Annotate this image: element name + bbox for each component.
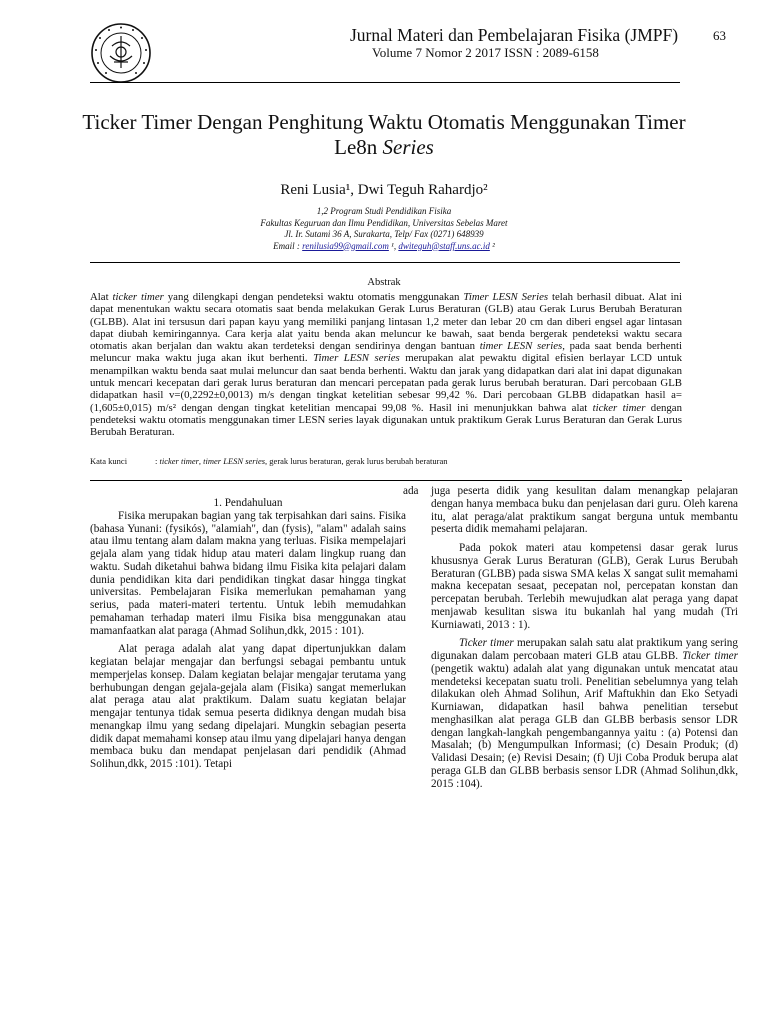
abstract-segment: dengan pendeteksi waktu otomatis menggunakan timer LESN series layak digunakan untuk praktikum Gerak Lurus Beraturan dan Gerak Lurus Berubah Beraturan.	[90, 401, 682, 439]
volume-issn-line: Volume 7 Nomor 2 2017 ISSN : 2089-6158	[372, 45, 599, 60]
paper-title-italic: Series	[382, 135, 434, 159]
affiliation-divider	[90, 262, 680, 263]
keywords-label: Kata kunci	[90, 456, 128, 466]
keywords-divider	[90, 480, 682, 481]
email-marker-2: ²	[489, 240, 495, 251]
keywords-separator: :	[155, 456, 160, 466]
section-heading: 1. Pendahuluan	[213, 497, 283, 509]
abstract-term: ticker timer	[112, 291, 164, 303]
paragraph-segment: merupakan salah satu alat praktikum yang sering digunakan dalam percobaan materi GLB atau GLBB.	[431, 637, 738, 662]
paper-title	[80, 110, 688, 160]
paragraph-term: Ticker timer	[682, 650, 739, 662]
abstract-term: ticker timer	[592, 401, 646, 414]
abstract-term: Timer LESN Series	[463, 291, 549, 303]
paragraph: Alat peraga adalah alat yang dapat dipertunjukkan dalam kegiatan belajar mengajar dan berfungsi sebagai pembantu untuk memperjelas konsep. Dalam kegiatan belajar mengajar terutama yang berhubungan dengan gejala-gejala alam (Fisika) sangat memerlukan alat peraga atau alat praktikum. Dalam suatu kegiatan belajar mengajar tentunya tidak semua peserta didiknya dengan mudah bisa menangkap ilmu yang sedang dipelajari. Mungkin sebagian peserta didik dapat memahami konsep atau ilmu yang dipelajari hanya dengan membaca buku dan mendapat penjelasan dari pendidik (Ahmad Solihun,dkk, 2015 :101). Tetapi	[90, 643, 406, 770]
abstract-segment: Alat	[90, 291, 113, 303]
paragraph-segment: (pengetik waktu) adalah alat yang digunakan untuk mencatat atau mendeteksi kecepatan suatu troli. Penelitian sebelumnya yang telah dilakukan oleh Ahmad Solihun, Arif Maftukhin dan Eko Setyadi Kurniawan, didapatkan hasil bahwa penelitian tersebut menghasilkan alat peraga GLB dan GLBB berbasis sensor LDR dengan langkah-langkah pengembangannya yaitu : (a) Potensi dan Masalah; (b) Mengumpulkan Informasi; (c) Desain Produk; (d) Validasi Desain; (e) Revisi Desain; (f) Uji Coba Produk berupa alat peraga GLB dan GLBB berbasis sensor LDR (Ahmad Solihun,dkk, 2015 :104).	[431, 662, 738, 790]
page-number: 63	[713, 28, 726, 43]
email-link-1[interactable]: renilusia99@gmail.com	[302, 240, 389, 251]
paragraph: juga peserta didik yang kesulitan dalam menangkap pelajaran dengan hanya membaca buku dan penjelasan dari guru. Oleh karena itu, alat peraga/alat praktikum sangat berguna untuk membantu peserta didik memahami pelajaran.	[431, 485, 738, 536]
affiliation-block	[0, 206, 768, 252]
right-column	[431, 485, 738, 790]
author-names: Reni Lusia¹, Dwi Teguh Rahardjo²	[280, 182, 488, 198]
university-seal-icon	[90, 22, 152, 84]
abstract-segment: merupakan alat pewaktu digital efisien berlayar LCD untuk menampilkan waktu benda saat mulai meluncur dan saat benda berhenti. Waktu dan jarak yang didapatkan dari alat ini dapat digunakan untuk mencari kecepatan dari gerak lurus beraturan dan mencari percepatan pada gerak lurus berubah beraturan. Dari percobaan GLB didapatkan hasil v=(0,2292±0,0013) m/s dengan tingkat ketelitian sebesar 99,42 %. Dari percobaan GLBB didapatkan hasil a=(1,605±0,015) m/s² dengan dengan tingkat ketelitian mencapai 99,08 %. Hasil ini menunjukkan bahwa alat	[90, 352, 682, 414]
email-marker-1: ¹,	[388, 240, 399, 251]
left-column	[90, 497, 406, 771]
keyword-separator: ,	[198, 456, 204, 466]
affiliation-address: Jl. Ir. Sutami 36 A, Surakarta, Telp/ Fax (0271) 648939	[284, 229, 484, 239]
affiliation-faculty: Fakultas Keguruan dan Ilmu Pendidikan, Universitas Sebelas Maret	[260, 217, 508, 228]
abstract-term: Timer LESN series	[313, 352, 400, 365]
abstract-segment: , pada saat benda berhenti meluncur maka waktu juga akan ikut berhenti.	[90, 340, 682, 365]
paper-title-main: Ticker Timer Dengan Penghitung Waktu Otomatis Menggunakan Timer Le8n	[82, 110, 686, 159]
abstract-term: timer LESN series	[479, 340, 563, 353]
journal-title: Jurnal Materi dan Pembelajaran Fisika (JMPF)	[350, 25, 679, 45]
abstract-segment: telah berhasil dibuat. Alat ini dapat menentukan waktu secara otomatis saat benda melakukan Gerak Lurus Beraturan (GLB) atau Gerak Lurus Berubah Beraturan (GLBB). Alat ini tersusun dari papan kayu yang memiliki panjang lintasan 1,2 meter dan lebar 20 cm dan diberi engsel agar lintasan dapat diubah kemiringannya. Cara kerja alat yaitu benda akan meluncur ke bawah, saat benda bergerak pendeteksi waktu secara otomatis akan berjalan dan waktu akan terdeteksi dengan sendirinya dengan bantuan	[90, 291, 683, 353]
paragraph	[431, 637, 738, 790]
abstract-segment: yang dilengkapi dengan pendeteksi waktu otomatis menggunakan	[163, 291, 464, 303]
keywords-line	[90, 456, 682, 466]
email-line	[0, 241, 768, 253]
abstract-heading: Abstrak	[367, 277, 401, 288]
paragraph-term: Ticker timer	[459, 637, 514, 650]
email-link-2[interactable]: dwiteguh@staff.uns.ac.id	[398, 240, 490, 251]
email-label: Email :	[273, 240, 303, 251]
keyword-term: timer LESN series	[203, 456, 266, 466]
keyword-term: ticker timer	[159, 456, 199, 466]
keyword-list: , gerak lurus beraturan, gerak lurus berubah beraturan	[265, 456, 448, 466]
abstract-text	[90, 291, 682, 439]
affiliation-program: 1,2 Program Studi Pendidikan Fisika	[316, 206, 452, 216]
stray-word: ada	[403, 485, 419, 497]
paragraph: Pada pokok materi atau kompetensi dasar gerak lurus khususnya Gerak Lurus Beraturan (GLB), Gerak Lurus Berubah Beraturan (GLBB) pada siswa SMA kelas X sangat sulit memahami makna kecepatan sesaat, pecepatan nol, percepatan konstan dan percepatan berubah. Terlebih mewujudkan alat peraga yang dapat menjawab kesulitan siswa itu bukanlah hal yang mudah (Tri Kurniawati, 2013 : 1).	[431, 542, 738, 631]
header-divider	[90, 82, 680, 83]
paragraph: Fisika merupakan bagian yang tak terpisahkan dari sains. Fisika (bahasa Yunani: (fysikós), "alamiah", dan (fysis), "alam" adalah sains atau ilmu tentang alam dalam makna yang terluas. Fisika mempelajari gejala alam yang tidak hidup atau materi dalam lingkup ruang dan waktu. Sudah diketahui bahwa bidang ilmu Fisika kita pelajari dalam dunia pendidikan kita dari pendidikan tingkat dasar hingga tingkat universitas. Pembelajaran Fisika memerlukan pemahaman yang serius, pada materi-materi tertentu. Untuk lebih memudahkan pemahaman terhadap materi ilmu Fisika bisa menggunakan atau mamanfaatkan alat paraga (Ahmad Solihun,dkk, 2015 : 101).	[90, 509, 406, 637]
